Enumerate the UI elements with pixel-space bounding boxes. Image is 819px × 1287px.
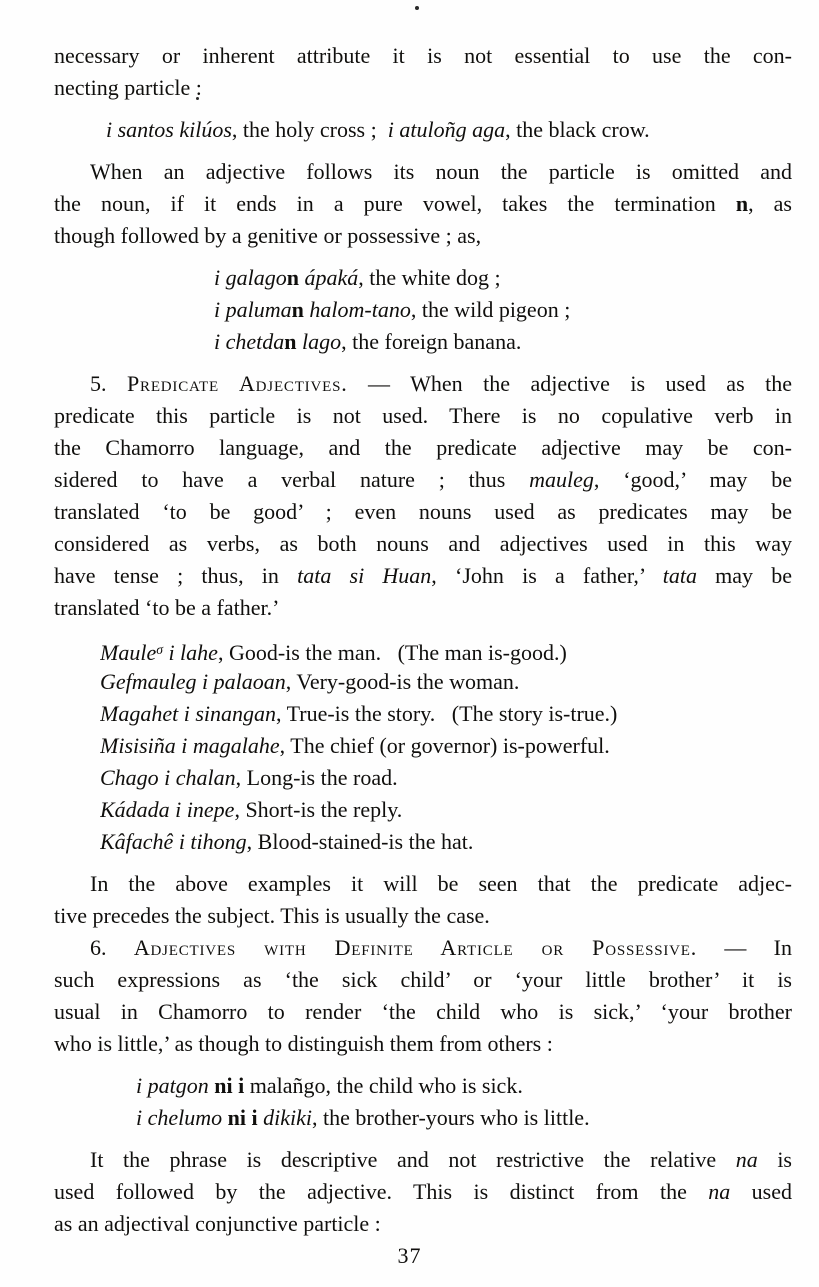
text-segment: It the phrase is descriptive and not restrictive the relative [90, 1147, 736, 1172]
text-segment: Chago i chalan [100, 765, 236, 790]
text-segment: , as [748, 191, 792, 216]
text-line [100, 666, 792, 698]
text-segment: predicate this particle is not used. There is no copulative verb in [54, 403, 792, 428]
text-line [100, 698, 792, 730]
text-line [54, 964, 792, 996]
paragraph [54, 932, 792, 1060]
text-segment: , Blood-stained-is the hat. [246, 829, 474, 854]
text-segment: na [708, 1179, 731, 1204]
text-segment: Magahet i sinangan [100, 701, 276, 726]
page-content [54, 40, 792, 1240]
text-line [214, 294, 792, 326]
text-segment: — In [697, 935, 792, 960]
text-segment: translated ‘to be good’ ; even nouns used as predicates may be [54, 499, 792, 524]
text-line [54, 996, 792, 1028]
text-segment: malañgo, the child who is sick. [244, 1073, 523, 1098]
example-block [54, 634, 792, 858]
text-segment: Adjectives with Definite Article or Possessive. [133, 935, 698, 960]
text-line [54, 932, 792, 964]
text-segment: Kâfachê i tihong [100, 829, 247, 854]
text-segment: In the above examples it will be seen that the predicate adjec- [90, 871, 792, 896]
text-segment: lago [302, 329, 342, 354]
text-line [100, 826, 792, 858]
text-segment: necting particle : [54, 75, 202, 100]
text-segment: Gefmauleg i palaoan [100, 669, 286, 694]
text-segment: considered as verbs, as both nouns and adjectives used in this way [54, 531, 792, 556]
example-block [54, 114, 792, 146]
text-line [54, 1028, 792, 1060]
text-segment: — When the adjective is used as the [347, 371, 792, 396]
text-segment: who is little,’ as though to distinguish them from others : [54, 1031, 553, 1056]
text-line [100, 730, 792, 762]
text-segment: though followed by a genitive or possessive ; as, [54, 223, 482, 248]
text-line [54, 1176, 792, 1208]
text-segment: ni i [214, 1073, 245, 1098]
text-line [214, 326, 792, 358]
text-segment: ni i [227, 1105, 258, 1130]
text-segment: used [730, 1179, 792, 1204]
text-line [54, 560, 792, 592]
text-segment: is [757, 1147, 792, 1172]
text-line [54, 40, 792, 72]
text-segment: necessary or inherent attribute it is not essential to use the con- [54, 43, 792, 68]
text-segment: such expressions as ‘the sick child’ or ‘your little brother’ it is [54, 967, 792, 992]
text-line [54, 868, 792, 900]
text-segment: have tense ; thus, in [54, 563, 298, 588]
scan-artifact-dot [415, 6, 419, 10]
text-segment: 5. [90, 371, 127, 396]
text-segment: mauleg [529, 467, 594, 492]
text-line [54, 188, 792, 220]
text-segment: n [284, 329, 297, 354]
text-segment: , Good-is the man. (The man is-good.) [217, 640, 567, 666]
text-segment: Kádada i inepe [100, 797, 235, 822]
text-segment: , ‘good,’ may be [593, 467, 792, 492]
text-line [54, 432, 792, 464]
text-segment: n [291, 297, 304, 322]
text-segment: , the foreign banana. [341, 329, 522, 354]
text-segment: , Short-is the reply. [234, 797, 403, 822]
text-segment: n [735, 191, 749, 216]
text-segment: σ [156, 642, 163, 657]
text-line [100, 762, 792, 794]
text-segment: , the brother-yours who is little. [312, 1105, 590, 1130]
text-segment: tata [662, 563, 697, 588]
text-segment: Predicate Adjectives. [126, 371, 348, 396]
text-segment: , the wild pigeon ; [410, 297, 571, 322]
text-segment: tive precedes the subject. This is usually the case. [54, 903, 490, 928]
page-number: 37 [397, 1243, 422, 1268]
paragraph [54, 40, 792, 104]
text-line [100, 634, 792, 666]
text-segment: i chelumo [136, 1105, 223, 1130]
text-segment: Maule [100, 640, 157, 666]
text-segment: , Long-is the road. [235, 765, 398, 790]
text-segment: may be [696, 563, 792, 588]
text-segment: 6. [90, 935, 134, 960]
text-segment: i santos kilúos [106, 117, 232, 142]
text-segment: Misisiña i magalahe [100, 733, 280, 758]
text-segment: i atuloñg aga [387, 117, 506, 142]
text-segment: When an adjective follows its noun the particle is omitted and [90, 159, 792, 184]
text-line [136, 1070, 792, 1102]
text-line [100, 794, 792, 826]
text-segment: i paluma [214, 297, 292, 322]
text-segment: the noun, if it ends in a pure vowel, takes the termination [54, 191, 736, 216]
text-segment: as an adjectival conjunctive particle : [54, 1211, 381, 1236]
text-segment: usual in Chamorro to render ‘the child who is sick,’ ‘your brother [54, 999, 792, 1024]
text-segment: , True-is the story. (The story is-true.) [276, 701, 618, 726]
example-block [54, 1070, 792, 1134]
text-line [54, 220, 792, 252]
text-segment: i galago [214, 265, 287, 290]
text-segment: , Very-good-is the woman. [285, 669, 520, 694]
text-line [54, 72, 792, 104]
text-segment: dikiki [263, 1105, 312, 1130]
text-line [214, 262, 792, 294]
text-line [54, 1208, 792, 1240]
text-segment: n [286, 265, 299, 290]
paragraph [54, 156, 792, 252]
text-segment: the Chamorro language, and the predicate adjective may be con- [54, 435, 792, 460]
text-line [54, 528, 792, 560]
paragraph [54, 368, 792, 624]
text-segment: , the holy cross ; [231, 117, 388, 142]
text-segment: , the black crow. [505, 117, 650, 142]
text-line [54, 368, 792, 400]
text-line [106, 114, 792, 146]
text-segment: i chetda [214, 329, 285, 354]
text-line [54, 400, 792, 432]
text-segment: , the white dog ; [358, 265, 501, 290]
example-block [54, 262, 792, 358]
text-segment: halom-tano [309, 297, 411, 322]
text-segment: tata si Huan [297, 563, 432, 588]
text-line [136, 1102, 792, 1134]
text-segment: translated ‘to be a father.’ [54, 595, 280, 620]
text-segment: , The chief (or governor) is-powerful. [279, 733, 610, 758]
paragraph [54, 1144, 792, 1240]
text-segment: used followed by the adjective. This is distinct from the [54, 1179, 709, 1204]
text-segment: i patgon [136, 1073, 209, 1098]
text-segment: , ‘John is a father,’ [431, 563, 663, 588]
text-line [54, 592, 792, 624]
text-segment: ápaká [304, 265, 359, 290]
text-line [54, 156, 792, 188]
text-line [54, 1144, 792, 1176]
text-line [54, 496, 792, 528]
text-line [54, 900, 792, 932]
text-segment: sidered to have a verbal nature ; thus [54, 467, 530, 492]
text-line [54, 464, 792, 496]
text-segment: na [735, 1147, 758, 1172]
text-segment: i lahe [162, 640, 218, 666]
paragraph [54, 868, 792, 932]
